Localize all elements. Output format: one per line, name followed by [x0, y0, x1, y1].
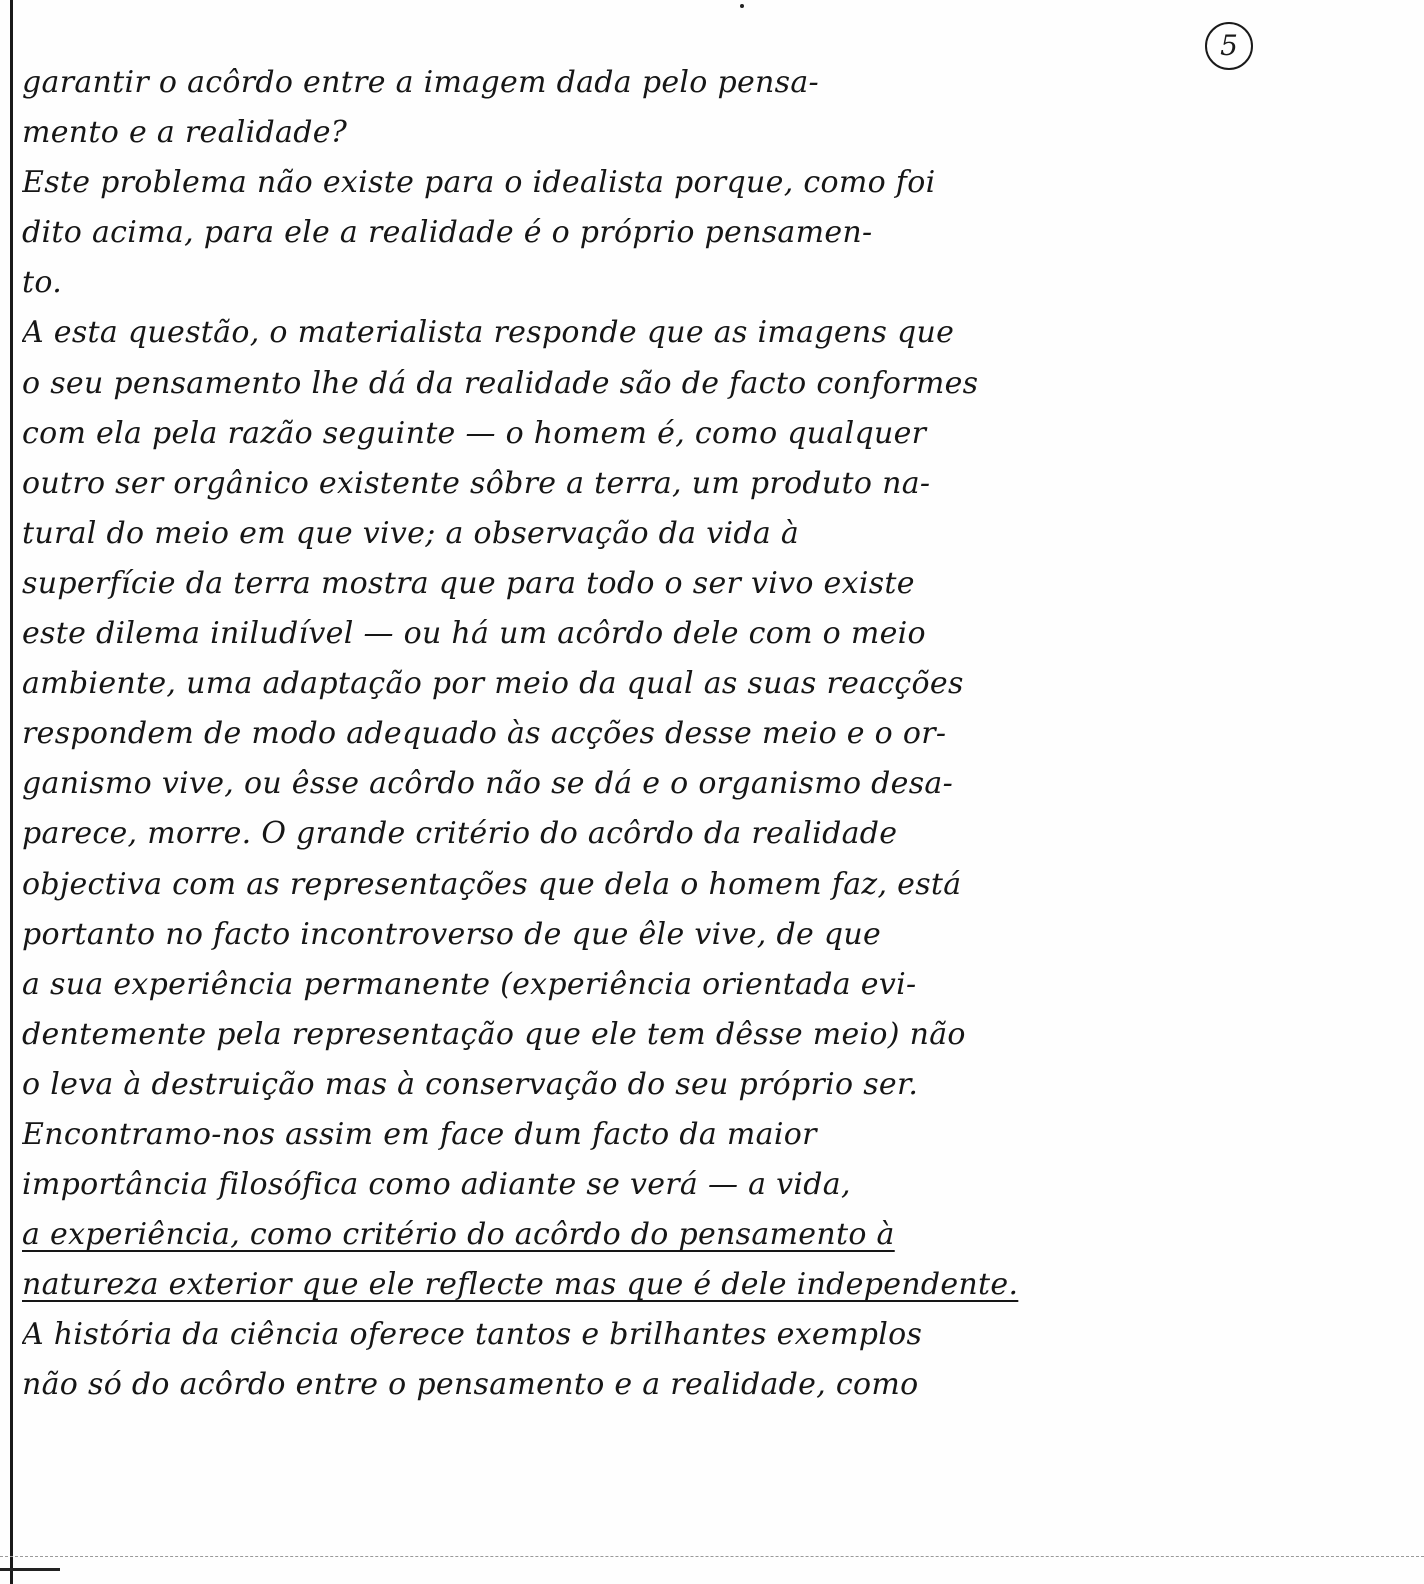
text-line: outro ser orgânico existente sôbre a terra, um produto na-	[22, 465, 931, 501]
text-line: o leva à destruição mas à conservação do seu próprio ser.	[22, 1066, 919, 1102]
text-line: a sua experiência permanente (experiência orientada evi-	[22, 966, 917, 1002]
ink-speck	[740, 4, 744, 8]
text-line: este dilema iniludível — ou há um acôrdo dele com o meio	[22, 616, 926, 652]
text-line: portanto no facto incontroverso de que êle vive, de que	[22, 916, 882, 952]
text-line: A história da ciência oferece tantos e brilhantes exemplos	[22, 1317, 923, 1353]
text-line: ambiente, uma adaptação por meio da qual as suas reacções	[22, 666, 964, 702]
text-line: não só do acôrdo entre o pensamento e a realidade, como	[22, 1367, 919, 1403]
text-line: Este problema não existe para o idealista porque, como foi	[22, 165, 936, 201]
text-line-underlined: natureza exterior que ele reflecte mas que é dele independente.	[22, 1267, 1019, 1303]
text-line-underlined: a experiência, como critério do acôrdo do pensamento à	[22, 1217, 895, 1253]
text-line: A esta questão, o materialista responde que as imagens que	[22, 315, 955, 351]
text-line: Encontramo-nos assim em face dum facto da maior	[22, 1116, 817, 1152]
page-number: 5	[1205, 22, 1253, 70]
text-line: dentemente pela representação que ele tem dêsse meio) não	[22, 1016, 966, 1052]
text-line: superfície da terra mostra que para todo o ser vivo existe	[22, 565, 915, 601]
page-bottom-edge	[0, 1556, 1424, 1557]
text-line: objectiva com as representações que dela o homem faz, está	[22, 866, 962, 902]
text-line: tural do meio em que vive; a observação da vida à	[22, 515, 800, 551]
text-line: o seu pensamento lhe dá da realidade são de facto conformes	[22, 365, 979, 401]
text-line: dito acima, para ele a realidade é o próprio pensamen-	[22, 215, 873, 251]
text-line: garantir o acôrdo entre a imagem dada pelo pensa-	[22, 65, 819, 100]
text-line: com ela pela razão seguinte — o homem é, como qualquer	[22, 415, 927, 451]
text-line: parece, morre. O grande critério do acôrdo da realidade	[22, 816, 898, 852]
text-line: mento e a realidade?	[22, 115, 348, 151]
text-line: ganismo vive, ou êsse acôrdo não se dá e o organismo desa-	[22, 766, 954, 802]
text-line: to.	[22, 265, 63, 301]
text-line: respondem de modo adequado às acções desse meio e o or-	[22, 716, 947, 752]
page-corner-mark	[0, 1568, 60, 1584]
binding-edge	[10, 0, 13, 1584]
text-line: importância filosófica como adiante se verá — a vida,	[22, 1167, 851, 1203]
handwritten-text	[22, 58, 1277, 1411]
